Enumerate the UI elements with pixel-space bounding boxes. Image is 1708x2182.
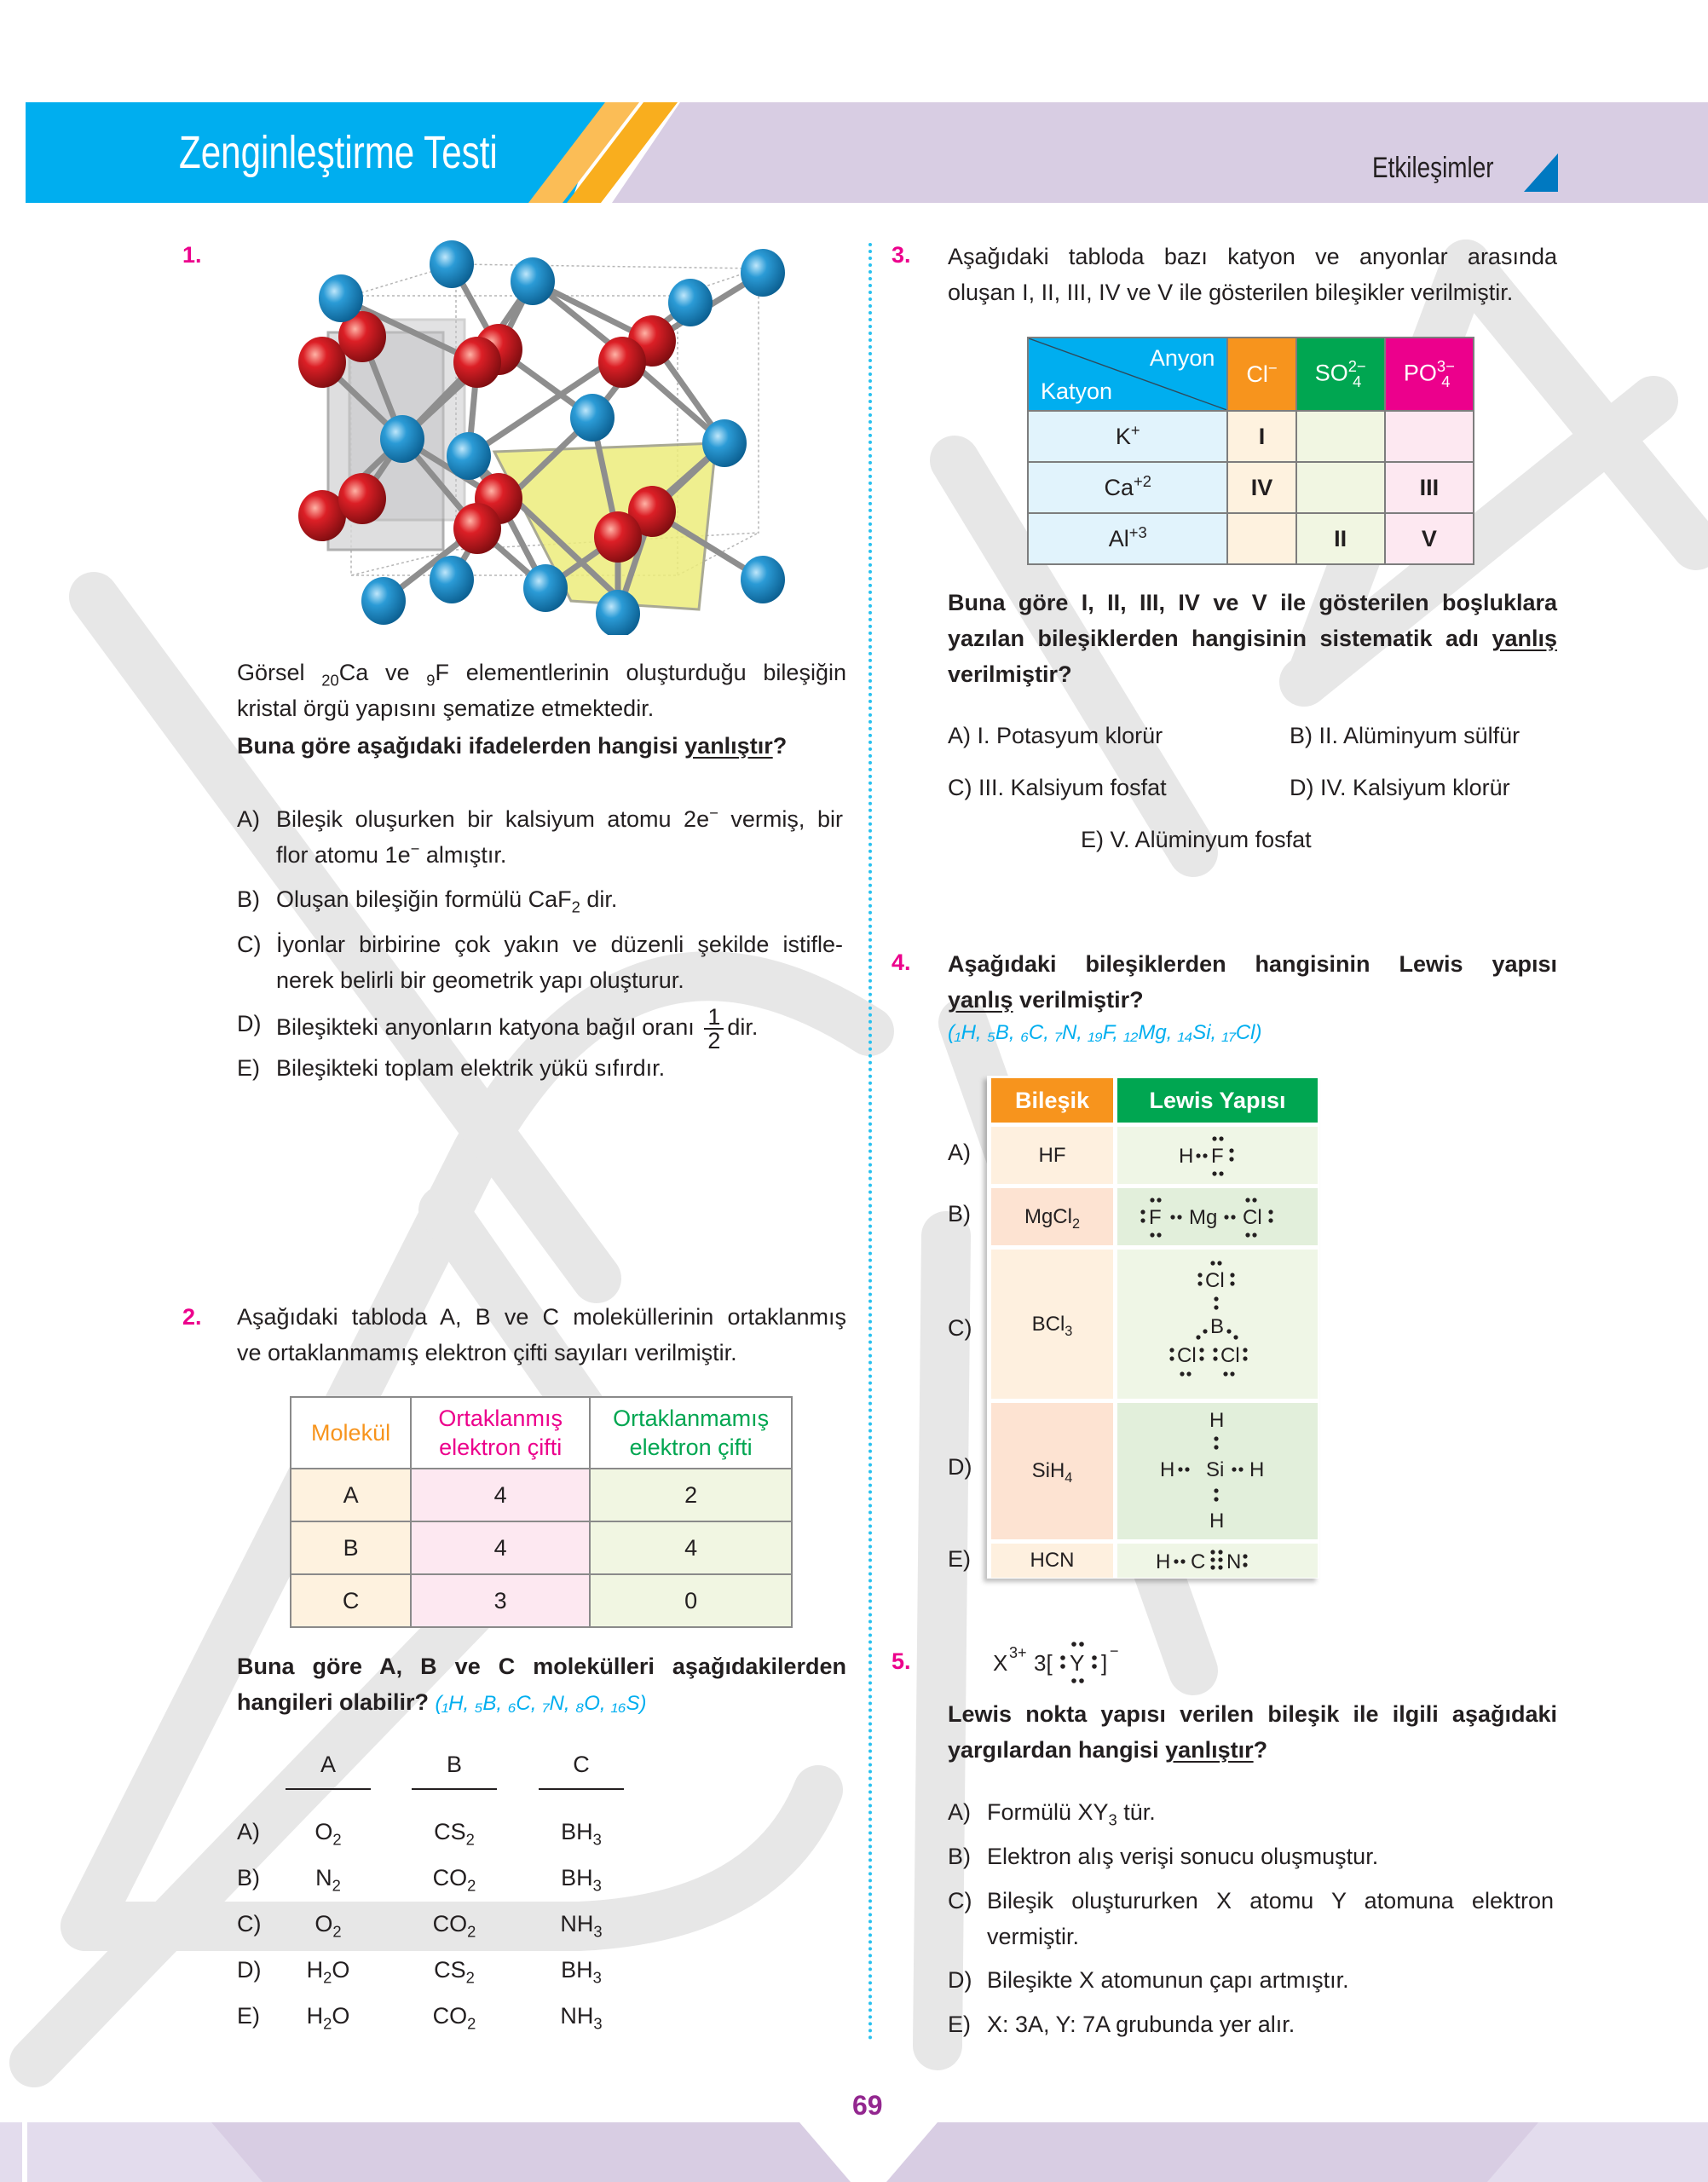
svg-text:Cl: Cl [1205, 1269, 1225, 1292]
page-title: Zenginleştirme Testi [179, 127, 498, 178]
molecule-formula: $CS_2$ [434, 1819, 475, 1849]
table-cell: 4 [590, 1521, 792, 1574]
q2-option-c[interactable]: C) [237, 1911, 262, 1937]
q4-option-d[interactable]: D) [948, 1454, 972, 1480]
svg-text:H: H [1209, 1409, 1225, 1432]
q3-option-a[interactable]: A) I. Potasyum klorür [948, 723, 1163, 748]
svg-text:H: H [1209, 1510, 1225, 1533]
crystal-lattice-figure [290, 234, 801, 635]
q4-option-c[interactable]: C) [948, 1315, 972, 1341]
molecule-formula: $O_2$ [314, 1819, 342, 1849]
table-cell: I [1227, 411, 1295, 462]
q5-lewis-formula [989, 1632, 1159, 1692]
cation-cell: $Al^{+3}$ [1028, 513, 1227, 564]
column-header: A [286, 1752, 371, 1790]
q5-question: Lewis nokta yapısı verilen bileşik ile ilgili aşağıdaki yargılardan hangisi yanlıştır? [948, 1701, 1557, 1763]
lewis-mgcl2 [1140, 1198, 1272, 1237]
q2-option-a[interactable]: A) [237, 1819, 260, 1844]
svg-text:H: H [1179, 1145, 1194, 1168]
svg-text:H: H [1160, 1458, 1175, 1481]
atomic-numbers-note: (₁H, ₅B, ₆C, ₇N, ₈O, ₁₆S) [435, 1692, 647, 1715]
q4-lewis-table [987, 1076, 1319, 1579]
lewis-sih4 [1160, 1409, 1264, 1533]
molecule-formula: $NH_3$ [560, 1911, 603, 1941]
molecule-formula: $BH_3$ [561, 1819, 602, 1849]
q5-option-e[interactable]: E) X: 3A, Y: 7A grubunda yer alır. [948, 2012, 1295, 2037]
q5-option-a[interactable]: A) Formülü $XY_3$ tür. [948, 1799, 1156, 1829]
table-cell: II [1296, 513, 1385, 564]
question-number: 4. [892, 950, 911, 975]
anion-header: SO 2− 4 [1296, 338, 1385, 411]
compound-name: HF [1038, 1144, 1066, 1167]
table-cell: C [291, 1574, 411, 1627]
q1-stem: Görsel $_{20}$Ca ve $_9$F elementlerinin oluşturduğu bileşiğin kristal örgü yapısını şematize etmektedir. Buna göre aşağıdaki ifadelerden hangisi yanlıştır? [237, 660, 846, 759]
table-row [291, 1469, 792, 1521]
table-cell [1227, 513, 1295, 564]
cation-cell: $Ca^{+2}$ [1028, 462, 1227, 513]
table-header: Ortaklanmamış elektron çifti [590, 1397, 792, 1469]
lewis-bcl3 [1169, 1261, 1247, 1376]
q2-option-b[interactable]: B) [237, 1865, 260, 1890]
svg-text:Cl: Cl [1177, 1344, 1197, 1367]
q1-option-e[interactable]: E) Bileşikteki toplam elektrik yükü sıfırdır. [237, 1055, 666, 1081]
molecule-formula: $CO_2$ [432, 2003, 476, 2033]
column-header: B [412, 1752, 497, 1790]
molecule-formula: $NH_3$ [560, 2003, 603, 2033]
q3-ion-table [1027, 337, 1474, 565]
table-row [291, 1521, 792, 1574]
molecule-formula: $H_2O$ [306, 1957, 350, 1987]
table-cell: 4 [411, 1521, 590, 1574]
svg-text:Cl: Cl [1243, 1206, 1262, 1229]
svg-text:H: H [1249, 1458, 1265, 1481]
q3-option-c[interactable]: C) III. Kalsiyum fosfat [948, 775, 1167, 800]
svg-text:H: H [1156, 1550, 1171, 1573]
compound-name: BCl$_3$ [1031, 1313, 1073, 1339]
compound-name: HCN [1030, 1549, 1075, 1572]
q2-question: Buna göre A, B ve C molekülleri aşağıdakilerden hangileri olabilir? (₁H, ₅B, ₆C, ₇N, ₈O, ₁₆S) [237, 1654, 846, 1715]
table-cell [1296, 462, 1385, 513]
question-number: 2. [182, 1304, 202, 1330]
q1-option-b[interactable]: B) Oluşan bileşiğin formülü CaF$_2$ dir. [237, 886, 618, 916]
table-row [291, 1574, 792, 1627]
watermark-k [938, 1236, 946, 2046]
table-cell: V [1385, 513, 1474, 564]
q3-option-e[interactable]: E) V. Alüminyum fosfat [1081, 827, 1312, 852]
table-header: Lewis Yapısı [1117, 1078, 1318, 1123]
table-cell [1296, 411, 1385, 462]
compound-name: MgCl$_2$ [1024, 1205, 1081, 1232]
svg-text:X: X [993, 1650, 1008, 1676]
svg-text:F: F [1211, 1145, 1224, 1168]
svg-text:Cl: Cl [1220, 1344, 1240, 1367]
q4-stem: Aşağıdaki bileşiklerden hangisinin Lewis yapısı yanlış verilmiştir? (₁H, ₅B, ₆C, ₇N, ₁₉F, ₁₂Mg, ₁₄Si, ₁₇Cl) [948, 946, 1557, 1048]
lewis-structures [1117, 1127, 1318, 1579]
cation-cell: K+ [1028, 411, 1227, 462]
table-cell: 0 [590, 1574, 792, 1627]
svg-text:F: F [1149, 1206, 1162, 1229]
table-header: Ortaklanmış elektron çifti [411, 1397, 590, 1469]
svg-text:Si: Si [1206, 1458, 1225, 1481]
svg-text:Mg: Mg [1189, 1206, 1218, 1229]
svg-text:]: ] [1101, 1650, 1108, 1676]
table-cell: 4 [411, 1469, 590, 1521]
lewis-hf [1179, 1136, 1234, 1175]
q3-question: Buna göre I, II, III, IV ve V ile gösterilen boşluklara yazılan bileşiklerden hangisinin sistematik adı yanlış verilmiştir? [948, 590, 1557, 687]
question-number: 3. [892, 242, 911, 268]
q1-option-a[interactable]: A) Bileşik oluşurken bir kalsiyum atomu 2e− vermiş, bir flor atomu 1e− almıştır. [237, 804, 843, 868]
molecule-formula: $CS_2$ [434, 1957, 475, 1987]
table-header: Bileşik [991, 1078, 1113, 1123]
q2-option-e[interactable]: E) [237, 2003, 260, 2029]
lewis-hcn [1156, 1550, 1248, 1573]
anion-header: Cl− [1227, 338, 1295, 411]
q1-option-c[interactable]: C) İyonlar birbirine çok yakın ve düzenli şekilde istifle- nerek belirli bir geometrik yapı oluşturur. [237, 932, 843, 993]
svg-text:C: C [1191, 1550, 1206, 1573]
question-number: 1. [182, 242, 202, 268]
corner-header: Anyon Katyon [1028, 338, 1227, 411]
table-header: Molekül [291, 1397, 411, 1469]
q3-option-d[interactable]: D) IV. Kalsiyum klorür [1290, 775, 1510, 800]
q3-option-b[interactable]: B) II. Alüminyum sülfür [1290, 723, 1520, 748]
molecule-formula: $H_2O$ [306, 2003, 350, 2033]
molecule-formula: $O_2$ [314, 1911, 342, 1941]
molecule-formula: $CO_2$ [432, 1865, 476, 1895]
q4-option-b[interactable]: B) [948, 1201, 971, 1227]
q5-option-b[interactable]: B) Elektron alış verişi sonucu oluşmuştur. [948, 1844, 1379, 1869]
svg-text:B: B [1210, 1315, 1225, 1338]
q5-option-d[interactable]: D) Bileşikte X atomunun çapı artmıştır. [948, 1967, 1349, 1993]
fraction: $\frac{1}{2}$ [704, 1006, 724, 1052]
q5-option-c[interactable]: C) Bileşik oluştururken X atomu Y atomuna elektron vermiştir. [948, 1888, 1554, 1949]
svg-text:3[: 3[ [1034, 1650, 1053, 1676]
table-row [1028, 411, 1474, 462]
q2-stem: Aşağıdaki tabloda A, B ve C moleküllerinin ortaklanmış ve ortaklanmamış elektron çifti sayıları verilmiştir. [237, 1304, 846, 1365]
column-header: C [539, 1752, 624, 1790]
compound-name: SiH$_4$ [1031, 1459, 1073, 1486]
svg-text:3+: 3+ [1009, 1644, 1027, 1661]
page-number: 69 [852, 2090, 883, 2121]
unit-title: Etkileşimler [1372, 152, 1494, 184]
column-divider [868, 243, 872, 2041]
table-cell [1385, 411, 1474, 462]
q1-option-d[interactable]: D) Bileşikteki anyonların katyona bağıl oranı $\frac{1}{2}$ dir. [237, 1004, 759, 1053]
molecule-formula: $BH_3$ [561, 1957, 602, 1987]
q3-stem: Aşağıdaki tabloda bazı katyon ve anyonlar arasında oluşan I, II, III, IV ve V ile gösterilen bileşikler verilmiştir. [948, 244, 1557, 305]
q4-option-e[interactable]: E) [948, 1546, 971, 1572]
molecule-formula: $BH_3$ [561, 1865, 602, 1895]
svg-text:−: − [1110, 1642, 1119, 1660]
svg-text:N: N [1226, 1550, 1242, 1573]
table-row [1028, 513, 1474, 564]
q4-option-a[interactable]: A) [948, 1140, 971, 1165]
molecule-formula: $CO_2$ [432, 1911, 476, 1941]
atomic-numbers-note: (₁H, ₅B, ₆C, ₇N, ₁₉F, ₁₂Mg, ₁₄Si, ₁₇Cl) [948, 1021, 1262, 1044]
table-cell: 3 [411, 1574, 590, 1627]
q2-option-d[interactable]: D) [237, 1957, 262, 1983]
table-cell: B [291, 1521, 411, 1574]
table-cell: III [1385, 462, 1474, 513]
table-cell: A [291, 1469, 411, 1521]
q2-electron-pair-table [290, 1396, 793, 1628]
table-row [1028, 462, 1474, 513]
question-number: 5. [892, 1648, 911, 1674]
anion-header: PO 3− 4 [1385, 338, 1474, 411]
table-cell: IV [1227, 462, 1295, 513]
table-cell: 2 [590, 1469, 792, 1521]
molecule-formula: $N_2$ [315, 1865, 341, 1895]
svg-text:Y: Y [1070, 1650, 1085, 1676]
